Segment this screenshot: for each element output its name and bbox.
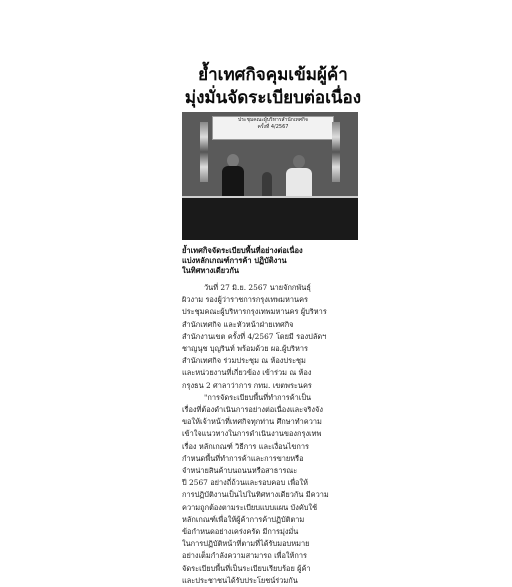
body-line: ขอให้เจ้าหน้าที่เทศกิจทุกท่าน ศึกษาทำความ xyxy=(182,417,322,427)
body-line: ผิวงาม รองผู้ว่าราชการกรุงเทพมหานคร xyxy=(182,295,309,305)
body-line: จัดระเบียบพื้นที่เป็นระเบียบเรียบร้อย ผู้ค้า xyxy=(182,563,311,573)
conference-table xyxy=(182,198,358,240)
photo-caption xyxy=(182,246,360,276)
body-line: ในการปฏิบัติหน้าที่ตามที่ได้รับมอบหมาย xyxy=(182,539,310,549)
body-line: สำนักเทศกิจ ร่วมประชุม ณ ห้องประชุม xyxy=(182,356,306,366)
flag-left xyxy=(200,122,208,182)
photo-banner-line-1: ประชุมคณะผู้บริหารสำนักเทศกิจ xyxy=(238,117,308,123)
caption-line: แบ่งหลักเกณฑ์การค้า ปฏิบัติงาน xyxy=(182,256,287,265)
body-line: และประชาชนได้รับประโยชน์ร่วมกัน xyxy=(182,575,298,585)
flag-right xyxy=(332,122,340,182)
body-line: ประชุมคณะผู้บริหารกรุงเทพมหานคร ผู้บริหาร xyxy=(182,307,327,317)
photo-banner-line-2: ครั้งที่ 4/2567 xyxy=(257,124,289,130)
headline-line-2: มุ่งมั่นจัดระเบียบต่อเนื่อง xyxy=(184,88,362,108)
person-left xyxy=(222,166,244,198)
body-line: "การจัดระเบียบพื้นที่ทำการค้าเป็น xyxy=(204,392,312,402)
body-line: อย่างเต็มกำลังความสามารถ เพื่อให้การ xyxy=(182,551,307,561)
body-line: สำนักงานเขต ครั้งที่ 4/2567 โดยมี รองปลัดฯ xyxy=(182,331,327,341)
body-line: หลักเกณฑ์เพื่อให้ผู้ค้าการค้าปฏิบัติตาม xyxy=(182,514,305,524)
person-head-right xyxy=(293,155,305,168)
photo-banner xyxy=(212,116,334,140)
headline-line-1: ย้ำเทศกิจคุมเข้มผู้ค้า xyxy=(198,65,348,85)
caption-line: ในทิศทางเดียวกัน xyxy=(182,266,240,275)
headline xyxy=(184,64,362,110)
body-line: สำนักเทศกิจ และหัวหน้าฝ่ายเทศกิจ xyxy=(182,319,294,329)
body-line: กำหนดพื้นที่ทำการค้าและการขายหรือ xyxy=(182,453,304,463)
body-line: วันที่ 27 มิ.ย. 2567 นายจักกพันธุ์ xyxy=(204,283,311,292)
body-line: ปี 2567 อย่างถี่ถ้วนและรอบคอบ เพื่อให้ xyxy=(182,478,308,488)
body-line: เข้าใจแนวทางในการดำเนินงานของกรุงเทพ xyxy=(182,429,322,439)
article-body xyxy=(182,282,360,587)
body-line: เรื่องที่ต้องดำเนินการอย่างต่อเนื่องและจริงจัง xyxy=(182,405,323,415)
body-line: การปฏิบัติงานเป็นไปในทิศทางเดียวกัน มีความ xyxy=(182,490,329,500)
microphone-stand xyxy=(262,172,272,198)
body-line: กรุงธน 2 ศาลาว่าการ กทม. เขตพระนคร xyxy=(182,380,312,390)
body-line: จำหน่ายสินค้าบนถนนหรือสาธารณะ xyxy=(182,466,298,476)
body-line: ความถูกต้องตามระเบียบแบบแผน บังคับใช้ xyxy=(182,502,318,512)
body-line: เรื่อง หลักเกณฑ์ วิธีการ และเงื่อนไขการ xyxy=(182,441,309,451)
body-line: ชาญนุช บุญรินท์ พร้อมด้วย ผอ.ผู้บริหาร xyxy=(182,344,308,354)
body-line: ข้อกำหนดอย่างเคร่งครัด มีการมุ่งมั่น xyxy=(182,527,299,537)
newspaper-clipping xyxy=(176,60,366,585)
meeting-photo xyxy=(182,112,358,240)
body-line: และหน่วยงานที่เกี่ยวข้อง เข้าร่วม ณ ห้อง xyxy=(182,368,312,378)
caption-line: ย้ำเทศกิจจัดระเบียบพื้นที่อย่างต่อเนื่อง xyxy=(182,246,303,255)
person-right xyxy=(286,168,312,198)
